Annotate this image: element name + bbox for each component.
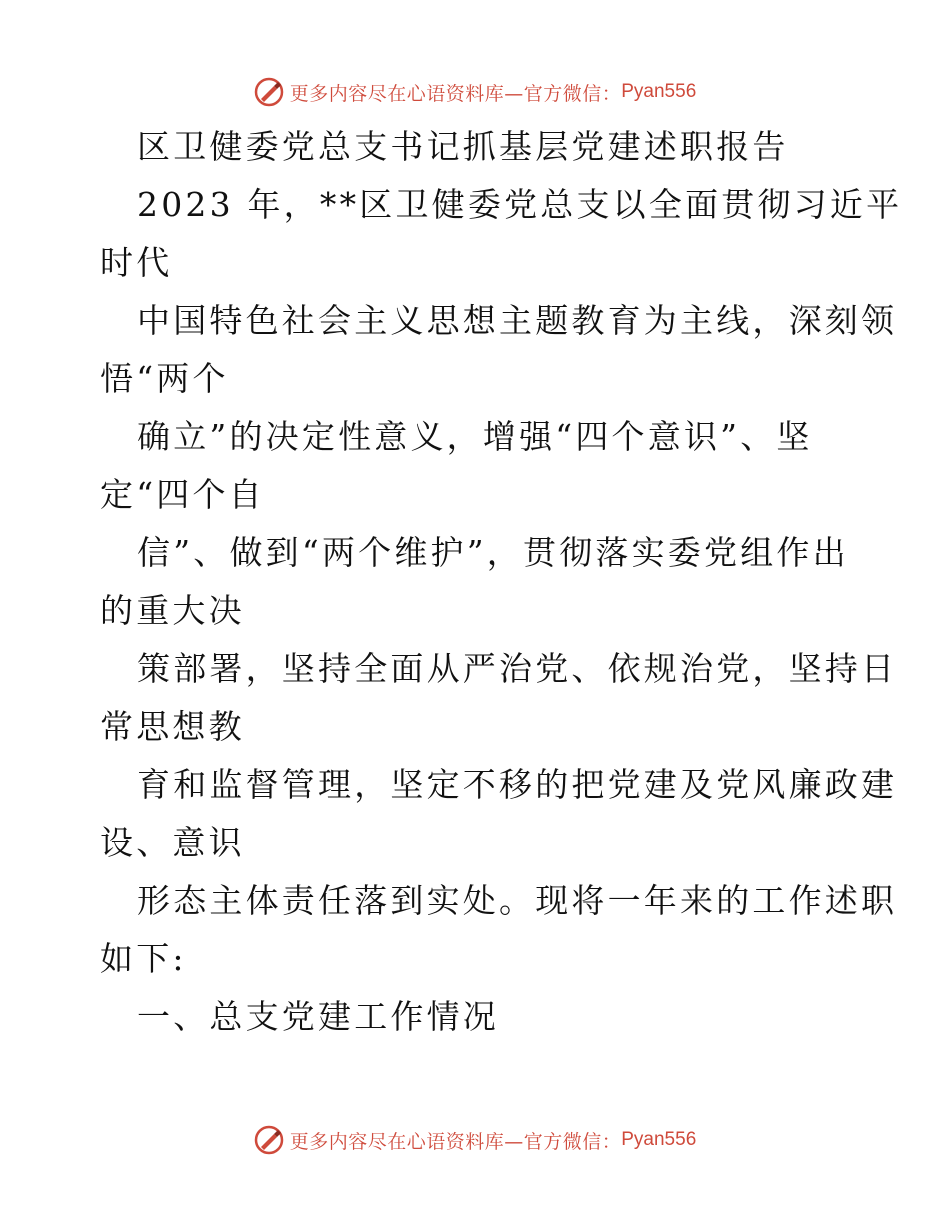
text-line: 如下: <box>100 939 187 978</box>
text-line: 育和监督管理，坚定不移的把党建及党风廉政建 <box>137 765 898 804</box>
document-body <box>100 118 903 1046</box>
text-line: 时代 <box>100 243 173 282</box>
text-line: 策部署，坚持全面从严治党、依规治党，坚持日 <box>137 649 898 688</box>
watermark-header <box>0 72 950 112</box>
watermark-footer <box>0 1120 950 1160</box>
watermark-text: 更多内容尽在心语资料库—官方微信： <box>289 82 622 105</box>
text-line: 确立”的决定性意义，增强“四个意识”、坚 <box>137 417 813 456</box>
text-line: 定“四个自 <box>100 475 265 514</box>
text-line: 中国特色社会主义思想主题教育为主线，深刻领 <box>137 301 898 340</box>
text-line: 2023 年，**区卫健委党总支以全面贯彻习近平 <box>137 185 903 224</box>
watermark-wechat-id: Pyan556 <box>621 81 697 102</box>
text-line: 的重大决 <box>100 591 245 630</box>
document-title: 区卫健委党总支书记抓基层党建述职报告 <box>137 127 789 166</box>
text-line: 一、总支党建工作情况 <box>137 997 499 1036</box>
text-line: 信”、做到“两个维护”，贯彻落实委党组作出 <box>137 533 849 572</box>
text-line: 设、意识 <box>100 823 245 862</box>
watermark-wechat-id: Pyan556 <box>621 1129 697 1150</box>
text-line: 悟“两个 <box>100 359 229 398</box>
text-line: 常思想教 <box>100 707 245 746</box>
pen-logo-icon <box>254 1125 284 1155</box>
pen-logo-icon <box>254 77 284 107</box>
text-line: 形态主体责任落到实处。现将一年来的工作述职 <box>137 881 898 920</box>
watermark-text: 更多内容尽在心语资料库—官方微信： <box>289 1130 622 1153</box>
